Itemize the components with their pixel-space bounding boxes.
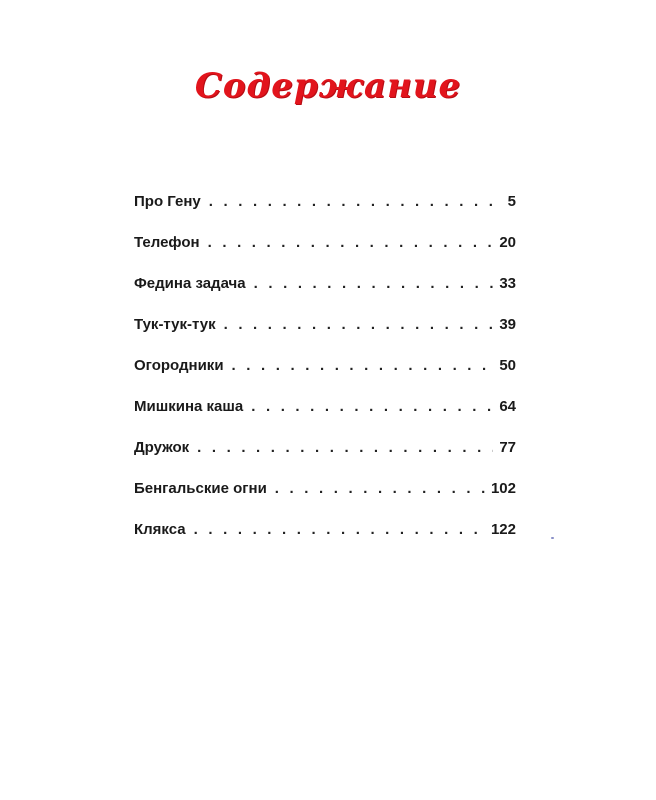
toc-leader-dots [224,316,494,333]
page-title: Содержание [194,66,462,106]
toc-entry [134,357,516,398]
toc-entry-title: Федина задача [134,275,246,292]
toc-leader-dots [251,398,493,415]
toc-leader-dots [209,193,498,210]
toc-entry [134,316,516,357]
toc-entry-page: 50 [499,357,516,374]
toc-entry-title: Клякса [134,521,186,538]
toc-entry [134,398,516,439]
toc-entry-page: 102 [490,480,516,497]
toc-entry-title: Бенгальские огни [134,480,267,497]
toc-entry-page: 122 [490,521,516,538]
toc-entry [134,480,516,521]
toc-entry-page: 5 [507,193,516,210]
toc-leader-dots [197,439,493,456]
toc-leader-dots [232,357,494,374]
toc-entry [134,521,516,562]
ink-speck [551,537,554,539]
toc-leader-dots [275,480,485,497]
toc-entry [134,234,516,275]
toc-entry-page: 39 [499,316,516,333]
toc-entry-title: Телефон [134,234,200,251]
toc-entry [134,439,516,480]
toc-entry-page: 20 [499,234,516,251]
toc-entry-title: Дружок [134,439,190,456]
toc-entry-title: Про Гену [134,193,201,210]
toc-entry-title: Тук-тук-тук [134,316,216,333]
toc-entry [134,193,516,234]
toc-leader-dots [208,234,494,251]
toc-leader-dots [254,275,494,292]
toc-entry-title: Мишкина каша [134,398,244,415]
table-of-contents [134,193,516,562]
toc-entry-page: 77 [499,439,516,456]
toc-entry-page: 33 [499,275,516,292]
toc-entry [134,275,516,316]
toc-leader-dots [194,521,485,538]
toc-entry-page: 64 [499,398,516,415]
toc-entry-title: Огородники [134,357,224,374]
